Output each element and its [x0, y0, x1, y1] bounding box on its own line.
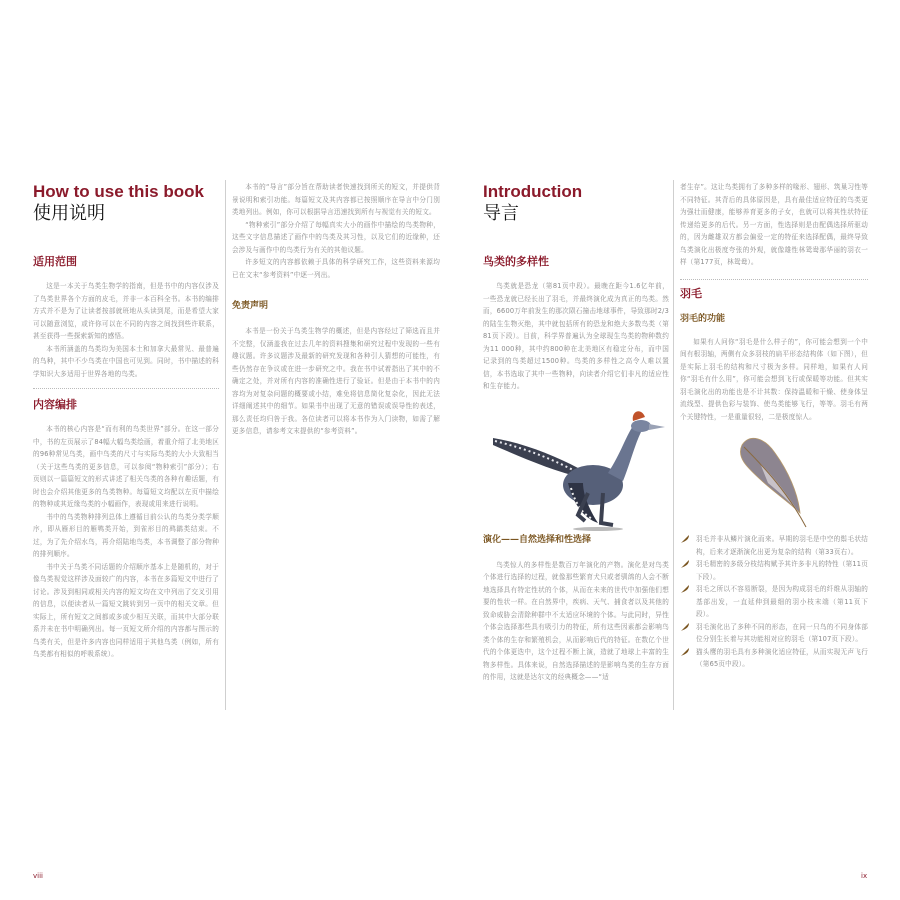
- page-number-left: viii: [33, 872, 43, 880]
- paragraph: 鸟类就是恐龙（第81页中段）。最晚在距今1.6亿年前，一些恐龙就已经长出了羽毛，并最终演化成为真正的鸟类。然而，6600万年前发生的那次陨石撞击地球事件，导致那时2/3的陆生生物灭绝，其中就包括所有的恐龙和绝大多数鸟类（第81页下段）。目前，科学界普遍认为全球现生鸟类的物种数约为11 000种，其中约800种在北美地区有稳定分布，而中国记录到的鸟类超过1500种。鸟类的多样性之高令人难以置信，本书选取了其中一些物种，向读者介绍它们非凡的适应性和生存能力。: [483, 282, 669, 390]
- left-page-column-2: [232, 181, 440, 438]
- section-heading-diversity: 鸟类的多样性: [483, 255, 549, 268]
- page-title-en: Introduction: [483, 182, 583, 201]
- page-title-zh: 使用说明: [33, 203, 105, 224]
- list-item: 猫头鹰的羽毛具有多种演化适应特征，从而实现无声飞行（第65页中段）。: [680, 646, 868, 671]
- list-item: 羽毛演化出了多种不同的形态，在同一只鸟的不同身体部位分别生长着与其功能相对应的羽毛（第107页下段）。: [680, 621, 868, 646]
- divider: [33, 388, 219, 389]
- column-rule: [673, 180, 674, 710]
- page-title-en: How to use this book: [33, 182, 204, 201]
- section-heading-feathers: 羽毛: [680, 286, 702, 300]
- section-heading-scope: 适用范围: [33, 255, 77, 268]
- subheading-feather-functions: 羽毛的功能: [680, 313, 726, 324]
- list-item: 羽毛精密的多级分枝结构赋予其许多非凡的特性（第11页下段）。: [680, 558, 868, 583]
- section-heading-layout: 内容编排: [33, 398, 77, 411]
- paragraph: 本书所涵盖的鸟类均为美国本土和加拿大最常见、最普遍的鸟种，其中不少鸟类在中国也可见到。同时，书中描述的科学知识大多适用于世界各地的鸟类。: [33, 344, 219, 378]
- page-title-zh: 导言: [483, 203, 519, 224]
- right-page-column-2: [680, 181, 868, 671]
- page-number-right: ix: [861, 872, 868, 880]
- quill-icon: [680, 534, 690, 544]
- feather-facts-list: [680, 533, 868, 671]
- quill-icon: [680, 622, 690, 632]
- section-heading-evolution: 演化——自然选择和性选择: [483, 534, 592, 545]
- paragraph: 书中的鸟类物种排列总体上遵循目前公认的鸟类分类学顺序，即从雁形目的雁鸭类开始，到雀形目的鹀鹟类结束。不过，为了先介绍水鸟，再介绍陆地鸟类，本书调整了部分物种的排列顺序。: [33, 512, 219, 558]
- quill-icon: [680, 584, 690, 594]
- feather-illustration: [680, 423, 868, 533]
- paragraph: 本书的“导言”部分旨在帮助读者快速找到所关的短文，并提供背景说明和索引功能。每篇短文及其内容都已按照顺序在导言中分门别类地列出。例如，你可以根据导言迅速找到所有与视觉有关的短文。: [232, 183, 440, 216]
- paragraph: 许多短文的内容都依赖于具体的科学研究工作，这些资料来源均已在文末“参考资料”中逐一列出。: [232, 258, 440, 279]
- paragraph: 如果有人问你“羽毛是什么样子的”，你可能会想到一个中间有根羽轴，两侧有众多羽枝的扁平形态结构体（如下图），但是实际上羽毛的结构和尺寸极为多样。同样地，如果有人问你“羽毛有什么用”，你可能会想到飞行或保暖等功能。但其实羽毛演化出的功能也是不计其数：保持温暖和干燥、使身体呈流线型、提供色彩与装饰、使鸟类能够飞行，等等。羽毛有两个关键特性，一是重量很轻，二是极度惊人。: [680, 337, 868, 421]
- left-page-column-1: [33, 182, 219, 661]
- paragraph: 本书是一份关于鸟类生物学的概述，但是内容经过了筛选而且并不完整，仅涵盖我在过去几年的资料搜集和研究过程中发现的一些有趣议题。许多议题涉及最新的研究发现和各种引人猜想的可能性，有些仍然存在争议或在进一步研究之中。我在书中试着指出了其中的不确定之处，并对所有内容的准确性进行了验证。但是由于本书中的内容均为对复杂问题的概要或小结，难免将信息简化复杂化，因此无法详细阐述其中的细节。如果书中出现了无意的错误或误导性的表述，那么责任均归咎于我。各位读者可以将本书作为入门读物，如需了解更多信息，请参考文末提供的“参考资料”。: [232, 327, 440, 435]
- dinosaur-illustration: [483, 393, 669, 533]
- paragraph: 书中关于鸟类不同话题的介绍顺序基本上是随机的，对于像鸟类视觉这样涉及面较广的内容，本书在多篇短文中进行了讨论。涉及到相同或相关内容的短文均在文中列出了交叉引用的信息，以便读者从一篇短文跳转到另一页中的相关文章。但实际上，所有短文之间都或多或少相互关联，而其中大部分联系并未在书中明确列出。每一页短文所介绍的内容都与图示的鸟类有关，但是许多内容也同样适用于其他鸟类（例如，所有鸟类都有相似的呼吸系统）。: [33, 562, 219, 658]
- paragraph: 这是一本关于鸟类生物学的指南，但是书中的内容仅涉及了鸟类世界各个方面的皮毛，并非一本百科全书。本书的编排方式并不是为了让读者按部就班地从头读到尾，而是希望大家可以随意浏览，或许你可以在不同的内容之间找到些许联系，甚至获得一些探索新知的感悟。: [33, 282, 219, 340]
- column-rule: [225, 180, 226, 710]
- paragraph: “物种索引”部分介绍了每幅真实大小的画作中描绘的鸟类物种，这些文字信息描述了画作中的鸟类及其习性，以及它们的近缘种，还会涉及与画作中的鸟类行为有关的其他议题。: [232, 220, 440, 254]
- list-item: 羽毛并非从鳞片演化而来。早期的羽毛是中空的鬃毛状结构，后来才逐渐演化出更为复杂的结构（第33页右）。: [680, 533, 868, 558]
- paragraph: 鸟类惊人的多样性是数百万年演化的产物。演化是对鸟类个体进行选择的过程，就像那些繁育犬只或者驯鸽的人会不断地选择具有特定性状的个体，从而在未来的世代中加强他们想要的性状一样。在自然界中，疾病、天气、捕食者以及其他的致命威胁会清除种群中不太适应环境的个体。与此同时，异性个体会选择那些具有吸引力的特征，所有这些因素都会影响鸟类个体的生存和繁殖机会，从而影响后代的特征。在数亿个世代的个体更迭中，这个过程不断上演，造就了地球上丰富的生物多样性。具体来说，自然选择描述的是影响鸟类的生存方面的作用，这就是达尔文的经典概念——“适: [483, 560, 669, 681]
- right-page-column-1: [483, 182, 669, 684]
- section-heading-disclaimer: 免责声明: [232, 301, 269, 311]
- paragraph: 者生存”。这让鸟类拥有了多种多样的喙形、翅形、筑巢习性等不同特征。其背后的具体原因是，具有最佳适应特征的鸟类更为强壮而健康，能够养育更多的子女，也就可以将其性状特征传递给更多的后代。另一方面，性选择则是由配偶选择所驱动的，因为雌雄双方都会偏爱一定的特征来选择配偶，最终导致鸟类演化出极度夸张的外观，就像雄性林鸳鸯那华丽的羽衣一样（第177页，林鸳鸯）。: [680, 183, 868, 266]
- list-item: 羽毛之所以不容易断裂，是因为构成羽毛的纤维从羽轴的基部出发，一直延伸到最细的羽小枝末端（第11页下段）。: [680, 583, 868, 621]
- divider: [680, 279, 868, 280]
- quill-icon: [680, 559, 690, 569]
- paragraph: 本书的核心内容是“而有利的鸟类世界”部分。在这一部分中，书的左页展示了84幅大幅鸟类绘画，着重介绍了北美地区的96种常见鸟类，画中鸟类的尺寸与实际鸟类的大小大致相当（关于这些鸟类的更多信息，可以参阅“物种索引”部分）；右页则以一篇篇短文的形式讲述了相关鸟类的各种有趣话题，有时也会介绍其他更多的鸟类物种。每篇短文均配以左页中描绘的物种或其近缘鸟类的小幅画作，表现或用来进行说明。: [33, 425, 219, 508]
- quill-icon: [680, 647, 690, 657]
